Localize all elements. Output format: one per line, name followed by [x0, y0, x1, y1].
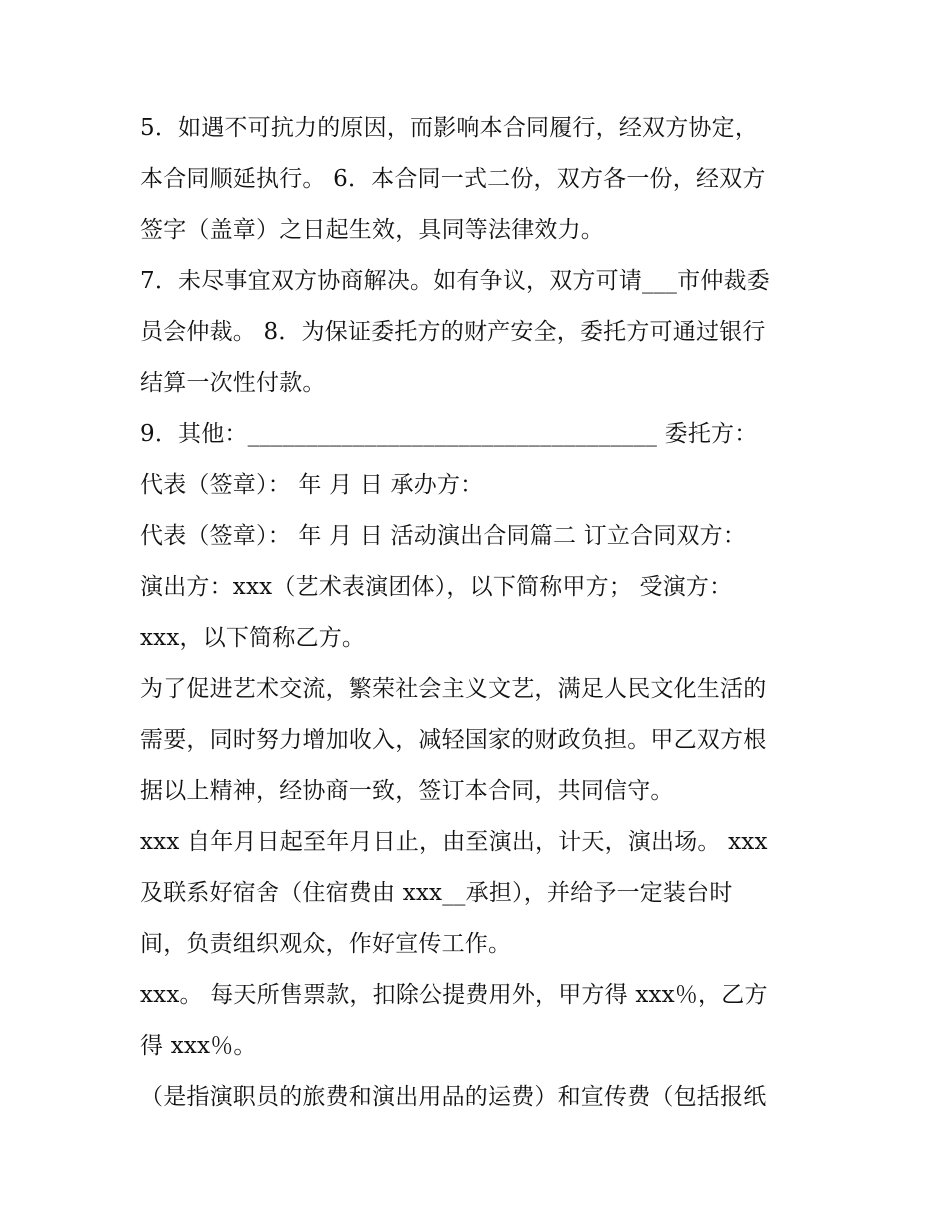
- text-line: 间，负责组织观众，作好宣传工作。: [140, 931, 512, 957]
- text-line: 得 xxx％。: [140, 1033, 257, 1059]
- document-page: [140, 103, 820, 1123]
- text-line: 9．其他：___________________________________ 委托方：: [140, 421, 758, 447]
- text-line: 结算一次性付款。: [140, 370, 326, 396]
- text-line: 代表（签章）： 年 月 日 承办方：: [140, 472, 484, 498]
- text-line: 7．未尽事宜双方协商解决。如有争议，双方可请___市仲裁委: [140, 268, 770, 294]
- text-line: xxx。 每天所售票款，扣除公提费用外，甲方得 xxx％，乙方: [140, 982, 768, 1008]
- text-line: 及联系好宿舍（住宿费由 xxx__承担），并给予一定装台时: [140, 880, 733, 906]
- text-line: （是指演职员的旅费和演出用品的运费）和宣传费（包括报纸: [140, 1084, 767, 1110]
- text-line: 演出方：xxx（艺术表演团体），以下简称甲方； 受演方：: [140, 574, 733, 600]
- text-line: 据以上精神，经协商一致，签订本合同，共同信守。: [140, 778, 674, 804]
- text-line: 员会仲裁。 8．为保证委托方的财产安全，委托方可通过银行: [140, 319, 766, 345]
- text-line: 签字（盖章）之日起生效，具同等法律效力。: [140, 217, 604, 243]
- text-line: xxx，以下简称乙方。: [140, 625, 366, 651]
- text-line: 需要，同时努力增加收入，减轻国家的财政负担。甲乙双方根: [140, 727, 767, 753]
- text-line: 5．如遇不可抗力的原因，而影响本合同履行，经双方协定，: [140, 115, 759, 141]
- text-line: 为了促进艺术交流，繁荣社会主义文艺，满足人民文化生活的: [140, 676, 767, 702]
- text-line: 代表（签章）： 年 月 日 活动演出合同篇二 订立合同双方：: [140, 523, 747, 549]
- text-line: 本合同顺延执行。 6．本合同一式二份，双方各一份，经双方: [140, 166, 766, 192]
- text-line: xxx 自年月日起至年月日止，由至演出，计天，演出场。 xxx: [140, 829, 768, 855]
